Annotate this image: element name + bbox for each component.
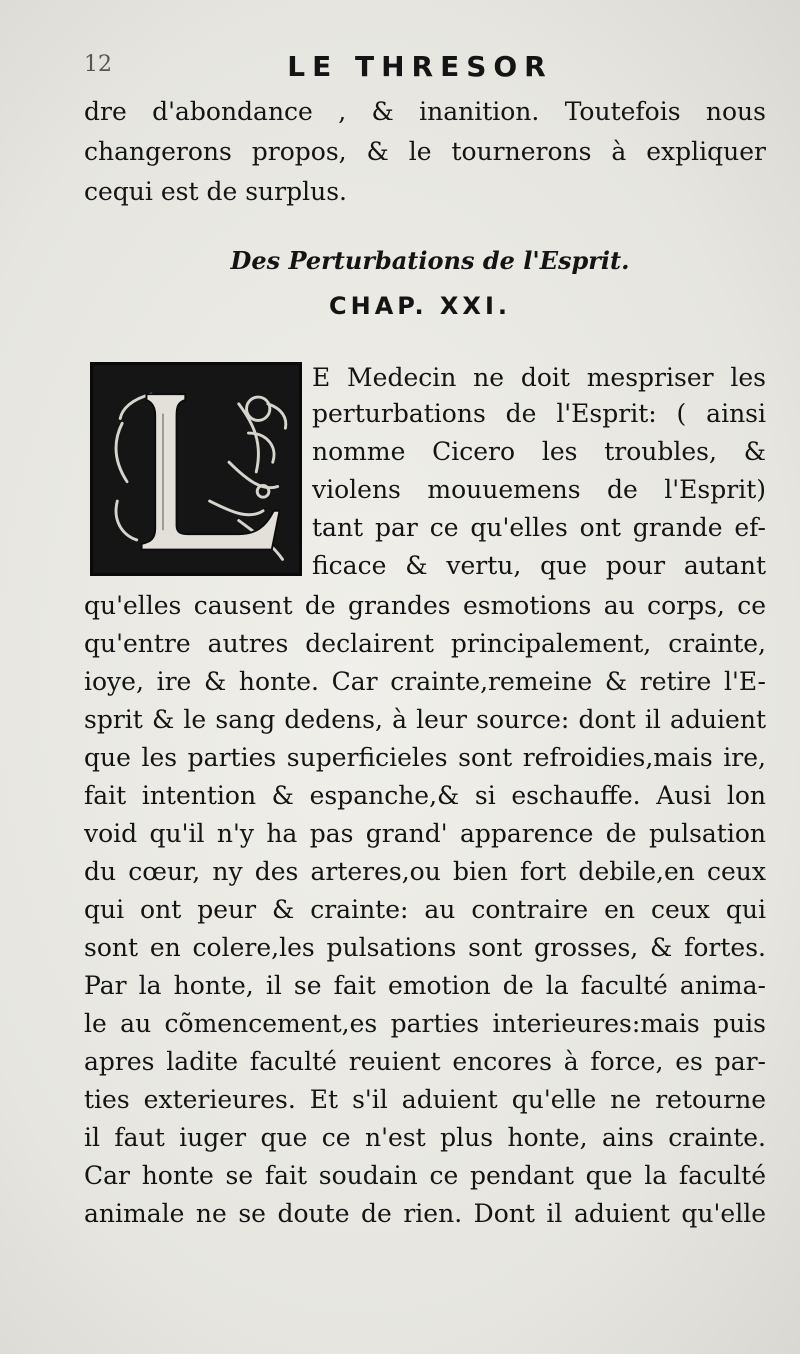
text-line: apres ladite faculté reuient encores à force, es par- — [84, 1047, 766, 1076]
text-line: perturbations de l'Esprit: ( ainsi — [312, 399, 766, 428]
text-line: du cœur, ny des arteres,ou bien fort debile,en ceux — [84, 857, 766, 886]
text-line: violens mouuemens de l'Esprit) — [312, 475, 766, 504]
text-line: ioye, ire & honte. Car crainte,remeine & retire l'E- — [84, 667, 766, 696]
text-line: changerons propos, & le tournerons à expliquer — [84, 137, 766, 166]
decorated-initial-image — [90, 362, 302, 576]
text-line: cequi est de surplus. — [84, 177, 347, 206]
text-line: E Medecin ne doit mespriser les — [312, 363, 766, 392]
text-line: sprit & le sang dedens, à leur source: dont il aduient — [84, 705, 766, 734]
text-line: il faut iuger que ce n'est plus honte, ains crainte. — [84, 1123, 766, 1152]
text-line: dre d'abondance , & inanition. Toutefois nous — [84, 97, 766, 126]
text-line: Car honte se fait soudain ce pendant que la faculté — [84, 1161, 766, 1190]
text-line: Par la honte, il se fait emotion de la faculté anima- — [84, 971, 766, 1000]
text-line: tant par ce qu'elles ont grande ef- — [312, 513, 766, 542]
text-line: ficace & vertu, que pour autant — [312, 551, 766, 580]
text-line: le au cõmencement,es parties interieures:mais puis — [84, 1009, 766, 1038]
page-number: 12 — [84, 52, 112, 77]
text-line: fait intention & espanche,& si eschauffe. Ausi lon — [84, 781, 766, 810]
text-line: void qu'il n'y ha pas grand' apparence de pulsation — [84, 819, 766, 848]
text-line: nomme Cicero les troubles, & — [312, 437, 766, 466]
text-line: qui ont peur & crainte: au contraire en ceux qui — [84, 895, 766, 924]
text-line: sont en colere,les pulsations sont grosses, & fortes. — [84, 933, 766, 962]
text-line: que les parties superficieles sont refroidies,mais ire, — [84, 743, 766, 772]
text-line: qu'entre autres declairent principalement, crainte, — [84, 629, 766, 658]
text-line: animale ne se doute de rien. Dont il aduient qu'elle — [84, 1199, 766, 1228]
chapter-heading: CHAP. XXI. — [329, 292, 511, 320]
text-line: qu'elles causent de grandes esmotions au corps, ce — [84, 591, 766, 620]
running-title: LE THRESOR — [287, 50, 553, 83]
text-line: ties exterieures. Et s'il aduient qu'elle ne retourne — [84, 1085, 766, 1114]
section-title: Des Perturbations de l'Esprit. — [230, 246, 630, 275]
